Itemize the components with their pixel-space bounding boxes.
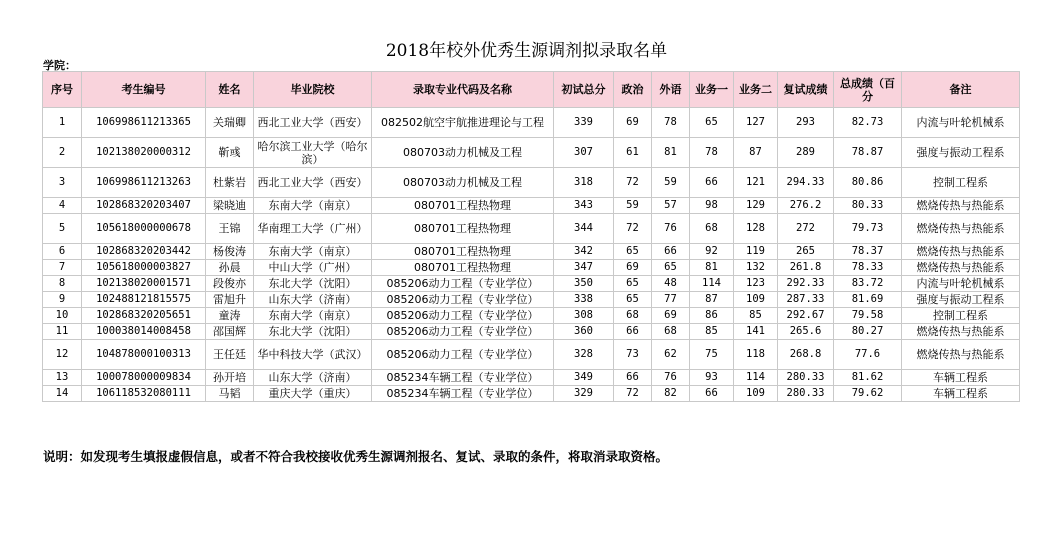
cell-subject-two: 118 bbox=[734, 340, 778, 370]
cell-remarks: 车辆工程系 bbox=[902, 386, 1020, 402]
cell-major: 080701工程热物理 bbox=[372, 198, 554, 214]
cell-index: 12 bbox=[43, 340, 82, 370]
cell-name: 杜紫岩 bbox=[206, 168, 254, 198]
cell-retest-score: 292.33 bbox=[778, 276, 834, 292]
cell-name: 段俊亦 bbox=[206, 276, 254, 292]
cell-exam-id: 102138020000312 bbox=[82, 138, 206, 168]
cell-politics: 69 bbox=[614, 260, 652, 276]
footnote: 说明：如发现考生填报虚假信息，或者不符合我校接收优秀生源调剂报名、复试、录取的条件，将取消录取资格。 bbox=[43, 449, 669, 464]
cell-initial-total: 338 bbox=[554, 292, 614, 308]
cell-subject-one: 68 bbox=[690, 214, 734, 244]
cell-index: 8 bbox=[43, 276, 82, 292]
cell-exam-id: 100038014008458 bbox=[82, 324, 206, 340]
cell-remarks: 内流与叶轮机械系 bbox=[902, 108, 1020, 138]
cell-subject-one: 85 bbox=[690, 324, 734, 340]
cell-name: 邵国辉 bbox=[206, 324, 254, 340]
cell-index: 11 bbox=[43, 324, 82, 340]
cell-foreign-language: 65 bbox=[652, 260, 690, 276]
cell-remarks: 燃烧传热与热能系 bbox=[902, 340, 1020, 370]
cell-name: 王锦 bbox=[206, 214, 254, 244]
page-title: 2018年校外优秀生源调剂拟录取名单 bbox=[385, 41, 668, 61]
cell-index: 13 bbox=[43, 370, 82, 386]
cell-retest-score: 289 bbox=[778, 138, 834, 168]
cell-foreign-language: 76 bbox=[652, 370, 690, 386]
cell-politics: 59 bbox=[614, 198, 652, 214]
cell-politics: 72 bbox=[614, 168, 652, 198]
cell-major: 080701工程热物理 bbox=[372, 214, 554, 244]
cell-remarks: 车辆工程系 bbox=[902, 370, 1020, 386]
table-row bbox=[43, 138, 1020, 168]
table-row bbox=[43, 340, 1020, 370]
cell-subject-one: 65 bbox=[690, 108, 734, 138]
cell-major: 085206动力工程（专业学位） bbox=[372, 292, 554, 308]
header-total-score: 总成绩（百分 bbox=[834, 72, 902, 108]
header-initial-total: 初试总分 bbox=[554, 72, 614, 108]
cell-name: 关瑞卿 bbox=[206, 108, 254, 138]
cell-retest-score: 268.8 bbox=[778, 340, 834, 370]
cell-school: 山东大学（济南） bbox=[254, 292, 372, 308]
cell-subject-two: 85 bbox=[734, 308, 778, 324]
cell-subject-two: 114 bbox=[734, 370, 778, 386]
cell-index: 6 bbox=[43, 244, 82, 260]
header-index: 序号 bbox=[43, 72, 82, 108]
cell-politics: 65 bbox=[614, 276, 652, 292]
cell-index: 2 bbox=[43, 138, 82, 168]
table-row bbox=[43, 292, 1020, 308]
cell-total-score: 79.62 bbox=[834, 386, 902, 402]
cell-school: 华中科技大学（武汉） bbox=[254, 340, 372, 370]
table-row bbox=[43, 370, 1020, 386]
cell-remarks: 内流与叶轮机械系 bbox=[902, 276, 1020, 292]
cell-politics: 68 bbox=[614, 308, 652, 324]
cell-major: 085206动力工程（专业学位） bbox=[372, 308, 554, 324]
header-exam-id: 考生编号 bbox=[82, 72, 206, 108]
cell-name: 王任廷 bbox=[206, 340, 254, 370]
cell-exam-id: 102868320203407 bbox=[82, 198, 206, 214]
cell-index: 7 bbox=[43, 260, 82, 276]
cell-foreign-language: 76 bbox=[652, 214, 690, 244]
cell-index: 5 bbox=[43, 214, 82, 244]
table-row bbox=[43, 386, 1020, 402]
cell-school: 西北工业大学（西安） bbox=[254, 108, 372, 138]
cell-major: 085206动力工程（专业学位） bbox=[372, 340, 554, 370]
cell-remarks: 强度与振动工程系 bbox=[902, 138, 1020, 168]
cell-exam-id: 106998611213263 bbox=[82, 168, 206, 198]
cell-politics: 72 bbox=[614, 214, 652, 244]
cell-school: 重庆大学（重庆） bbox=[254, 386, 372, 402]
header-major: 录取专业代码及名称 bbox=[372, 72, 554, 108]
table-row bbox=[43, 308, 1020, 324]
cell-total-score: 80.27 bbox=[834, 324, 902, 340]
cell-initial-total: 349 bbox=[554, 370, 614, 386]
cell-total-score: 80.33 bbox=[834, 198, 902, 214]
cell-foreign-language: 62 bbox=[652, 340, 690, 370]
table-header-row bbox=[43, 72, 1020, 108]
cell-politics: 73 bbox=[614, 340, 652, 370]
cell-major: 080703动力机械及工程 bbox=[372, 138, 554, 168]
cell-subject-one: 87 bbox=[690, 292, 734, 308]
cell-exam-id: 102488121815575 bbox=[82, 292, 206, 308]
cell-school: 华南理工大学（广州） bbox=[254, 214, 372, 244]
cell-retest-score: 272 bbox=[778, 214, 834, 244]
cell-initial-total: 350 bbox=[554, 276, 614, 292]
cell-exam-id: 102868320205651 bbox=[82, 308, 206, 324]
cell-total-score: 79.73 bbox=[834, 214, 902, 244]
cell-school: 东北大学（沈阳） bbox=[254, 324, 372, 340]
cell-subject-two: 128 bbox=[734, 214, 778, 244]
header-school: 毕业院校 bbox=[254, 72, 372, 108]
cell-name: 梁晓迪 bbox=[206, 198, 254, 214]
cell-subject-two: 141 bbox=[734, 324, 778, 340]
cell-retest-score: 293 bbox=[778, 108, 834, 138]
cell-remarks: 控制工程系 bbox=[902, 168, 1020, 198]
cell-name: 靳彧 bbox=[206, 138, 254, 168]
college-label: 学院： bbox=[43, 59, 76, 72]
cell-subject-one: 66 bbox=[690, 386, 734, 402]
cell-school: 东北大学（沈阳） bbox=[254, 276, 372, 292]
cell-major: 085234车辆工程（专业学位） bbox=[372, 370, 554, 386]
cell-politics: 61 bbox=[614, 138, 652, 168]
cell-total-score: 77.6 bbox=[834, 340, 902, 370]
cell-school: 东南大学（南京） bbox=[254, 308, 372, 324]
cell-initial-total: 339 bbox=[554, 108, 614, 138]
cell-retest-score: 292.67 bbox=[778, 308, 834, 324]
cell-subject-one: 93 bbox=[690, 370, 734, 386]
cell-school: 东南大学（南京） bbox=[254, 244, 372, 260]
cell-major: 082502航空宇航推进理论与工程 bbox=[372, 108, 554, 138]
cell-index: 14 bbox=[43, 386, 82, 402]
cell-major: 080703动力机械及工程 bbox=[372, 168, 554, 198]
cell-school: 山东大学（济南） bbox=[254, 370, 372, 386]
cell-retest-score: 280.33 bbox=[778, 370, 834, 386]
cell-subject-one: 86 bbox=[690, 308, 734, 324]
cell-major: 080701工程热物理 bbox=[372, 244, 554, 260]
cell-major: 080701工程热物理 bbox=[372, 260, 554, 276]
cell-name: 马韬 bbox=[206, 386, 254, 402]
cell-total-score: 78.37 bbox=[834, 244, 902, 260]
table-row bbox=[43, 260, 1020, 276]
cell-initial-total: 360 bbox=[554, 324, 614, 340]
cell-exam-id: 102868320203442 bbox=[82, 244, 206, 260]
cell-foreign-language: 78 bbox=[652, 108, 690, 138]
admission-table bbox=[42, 71, 1020, 402]
cell-total-score: 81.69 bbox=[834, 292, 902, 308]
cell-initial-total: 308 bbox=[554, 308, 614, 324]
table-row bbox=[43, 244, 1020, 260]
cell-politics: 66 bbox=[614, 324, 652, 340]
table-row bbox=[43, 214, 1020, 244]
cell-exam-id: 104878000100313 bbox=[82, 340, 206, 370]
cell-retest-score: 280.33 bbox=[778, 386, 834, 402]
cell-subject-one: 66 bbox=[690, 168, 734, 198]
cell-index: 3 bbox=[43, 168, 82, 198]
cell-total-score: 81.62 bbox=[834, 370, 902, 386]
cell-name: 孙晨 bbox=[206, 260, 254, 276]
cell-politics: 65 bbox=[614, 244, 652, 260]
header-subject-one: 业务一 bbox=[690, 72, 734, 108]
cell-remarks: 燃烧传热与热能系 bbox=[902, 244, 1020, 260]
cell-subject-one: 114 bbox=[690, 276, 734, 292]
cell-subject-one: 78 bbox=[690, 138, 734, 168]
cell-remarks: 燃烧传热与热能系 bbox=[902, 214, 1020, 244]
cell-subject-one: 98 bbox=[690, 198, 734, 214]
cell-remarks: 燃烧传热与热能系 bbox=[902, 198, 1020, 214]
table-row bbox=[43, 168, 1020, 198]
cell-initial-total: 347 bbox=[554, 260, 614, 276]
table-row bbox=[43, 324, 1020, 340]
cell-politics: 72 bbox=[614, 386, 652, 402]
cell-retest-score: 287.33 bbox=[778, 292, 834, 308]
table-body bbox=[43, 108, 1020, 402]
cell-total-score: 79.58 bbox=[834, 308, 902, 324]
cell-index: 1 bbox=[43, 108, 82, 138]
header-foreign-language: 外语 bbox=[652, 72, 690, 108]
cell-initial-total: 328 bbox=[554, 340, 614, 370]
cell-exam-id: 105618000003827 bbox=[82, 260, 206, 276]
cell-major: 085206动力工程（专业学位） bbox=[372, 324, 554, 340]
header-subject-two: 业务二 bbox=[734, 72, 778, 108]
cell-subject-two: 129 bbox=[734, 198, 778, 214]
cell-school: 哈尔滨工业大学（哈尔滨） bbox=[254, 138, 372, 168]
cell-initial-total: 343 bbox=[554, 198, 614, 214]
cell-foreign-language: 59 bbox=[652, 168, 690, 198]
cell-foreign-language: 48 bbox=[652, 276, 690, 292]
cell-initial-total: 318 bbox=[554, 168, 614, 198]
cell-name: 童涛 bbox=[206, 308, 254, 324]
cell-subject-two: 119 bbox=[734, 244, 778, 260]
cell-subject-one: 75 bbox=[690, 340, 734, 370]
cell-politics: 69 bbox=[614, 108, 652, 138]
cell-initial-total: 307 bbox=[554, 138, 614, 168]
cell-retest-score: 294.33 bbox=[778, 168, 834, 198]
cell-foreign-language: 57 bbox=[652, 198, 690, 214]
cell-total-score: 78.33 bbox=[834, 260, 902, 276]
cell-exam-id: 102138020001571 bbox=[82, 276, 206, 292]
cell-name: 杨俊涛 bbox=[206, 244, 254, 260]
cell-total-score: 82.73 bbox=[834, 108, 902, 138]
cell-name: 雷旭升 bbox=[206, 292, 254, 308]
cell-school: 东南大学（南京） bbox=[254, 198, 372, 214]
cell-foreign-language: 69 bbox=[652, 308, 690, 324]
cell-remarks: 强度与振动工程系 bbox=[902, 292, 1020, 308]
header-name: 姓名 bbox=[206, 72, 254, 108]
cell-retest-score: 261.8 bbox=[778, 260, 834, 276]
table-row bbox=[43, 108, 1020, 138]
cell-retest-score: 265 bbox=[778, 244, 834, 260]
cell-subject-two: 87 bbox=[734, 138, 778, 168]
cell-politics: 66 bbox=[614, 370, 652, 386]
cell-initial-total: 342 bbox=[554, 244, 614, 260]
cell-name: 孙开培 bbox=[206, 370, 254, 386]
cell-major: 085206动力工程（专业学位） bbox=[372, 276, 554, 292]
cell-foreign-language: 81 bbox=[652, 138, 690, 168]
header-remarks: 备注 bbox=[902, 72, 1020, 108]
cell-subject-two: 127 bbox=[734, 108, 778, 138]
cell-index: 10 bbox=[43, 308, 82, 324]
cell-retest-score: 265.6 bbox=[778, 324, 834, 340]
header-politics: 政治 bbox=[614, 72, 652, 108]
cell-subject-two: 123 bbox=[734, 276, 778, 292]
cell-initial-total: 329 bbox=[554, 386, 614, 402]
cell-subject-one: 81 bbox=[690, 260, 734, 276]
cell-exam-id: 106118532080111 bbox=[82, 386, 206, 402]
cell-subject-two: 132 bbox=[734, 260, 778, 276]
cell-foreign-language: 66 bbox=[652, 244, 690, 260]
cell-remarks: 控制工程系 bbox=[902, 308, 1020, 324]
cell-remarks: 燃烧传热与热能系 bbox=[902, 324, 1020, 340]
header-retest-score: 复试成绩 bbox=[778, 72, 834, 108]
cell-exam-id: 100078000009834 bbox=[82, 370, 206, 386]
cell-foreign-language: 82 bbox=[652, 386, 690, 402]
cell-retest-score: 276.2 bbox=[778, 198, 834, 214]
cell-total-score: 78.87 bbox=[834, 138, 902, 168]
cell-index: 9 bbox=[43, 292, 82, 308]
table-row bbox=[43, 198, 1020, 214]
cell-initial-total: 344 bbox=[554, 214, 614, 244]
cell-foreign-language: 77 bbox=[652, 292, 690, 308]
cell-total-score: 80.86 bbox=[834, 168, 902, 198]
cell-subject-two: 121 bbox=[734, 168, 778, 198]
cell-subject-one: 92 bbox=[690, 244, 734, 260]
cell-school: 西北工业大学（西安） bbox=[254, 168, 372, 198]
cell-foreign-language: 68 bbox=[652, 324, 690, 340]
cell-total-score: 83.72 bbox=[834, 276, 902, 292]
cell-remarks: 燃烧传热与热能系 bbox=[902, 260, 1020, 276]
cell-school: 中山大学（广州） bbox=[254, 260, 372, 276]
cell-index: 4 bbox=[43, 198, 82, 214]
cell-exam-id: 106998611213365 bbox=[82, 108, 206, 138]
cell-subject-two: 109 bbox=[734, 292, 778, 308]
cell-exam-id: 105618000000678 bbox=[82, 214, 206, 244]
cell-major: 085234车辆工程（专业学位） bbox=[372, 386, 554, 402]
cell-subject-two: 109 bbox=[734, 386, 778, 402]
cell-politics: 65 bbox=[614, 292, 652, 308]
table-row bbox=[43, 276, 1020, 292]
